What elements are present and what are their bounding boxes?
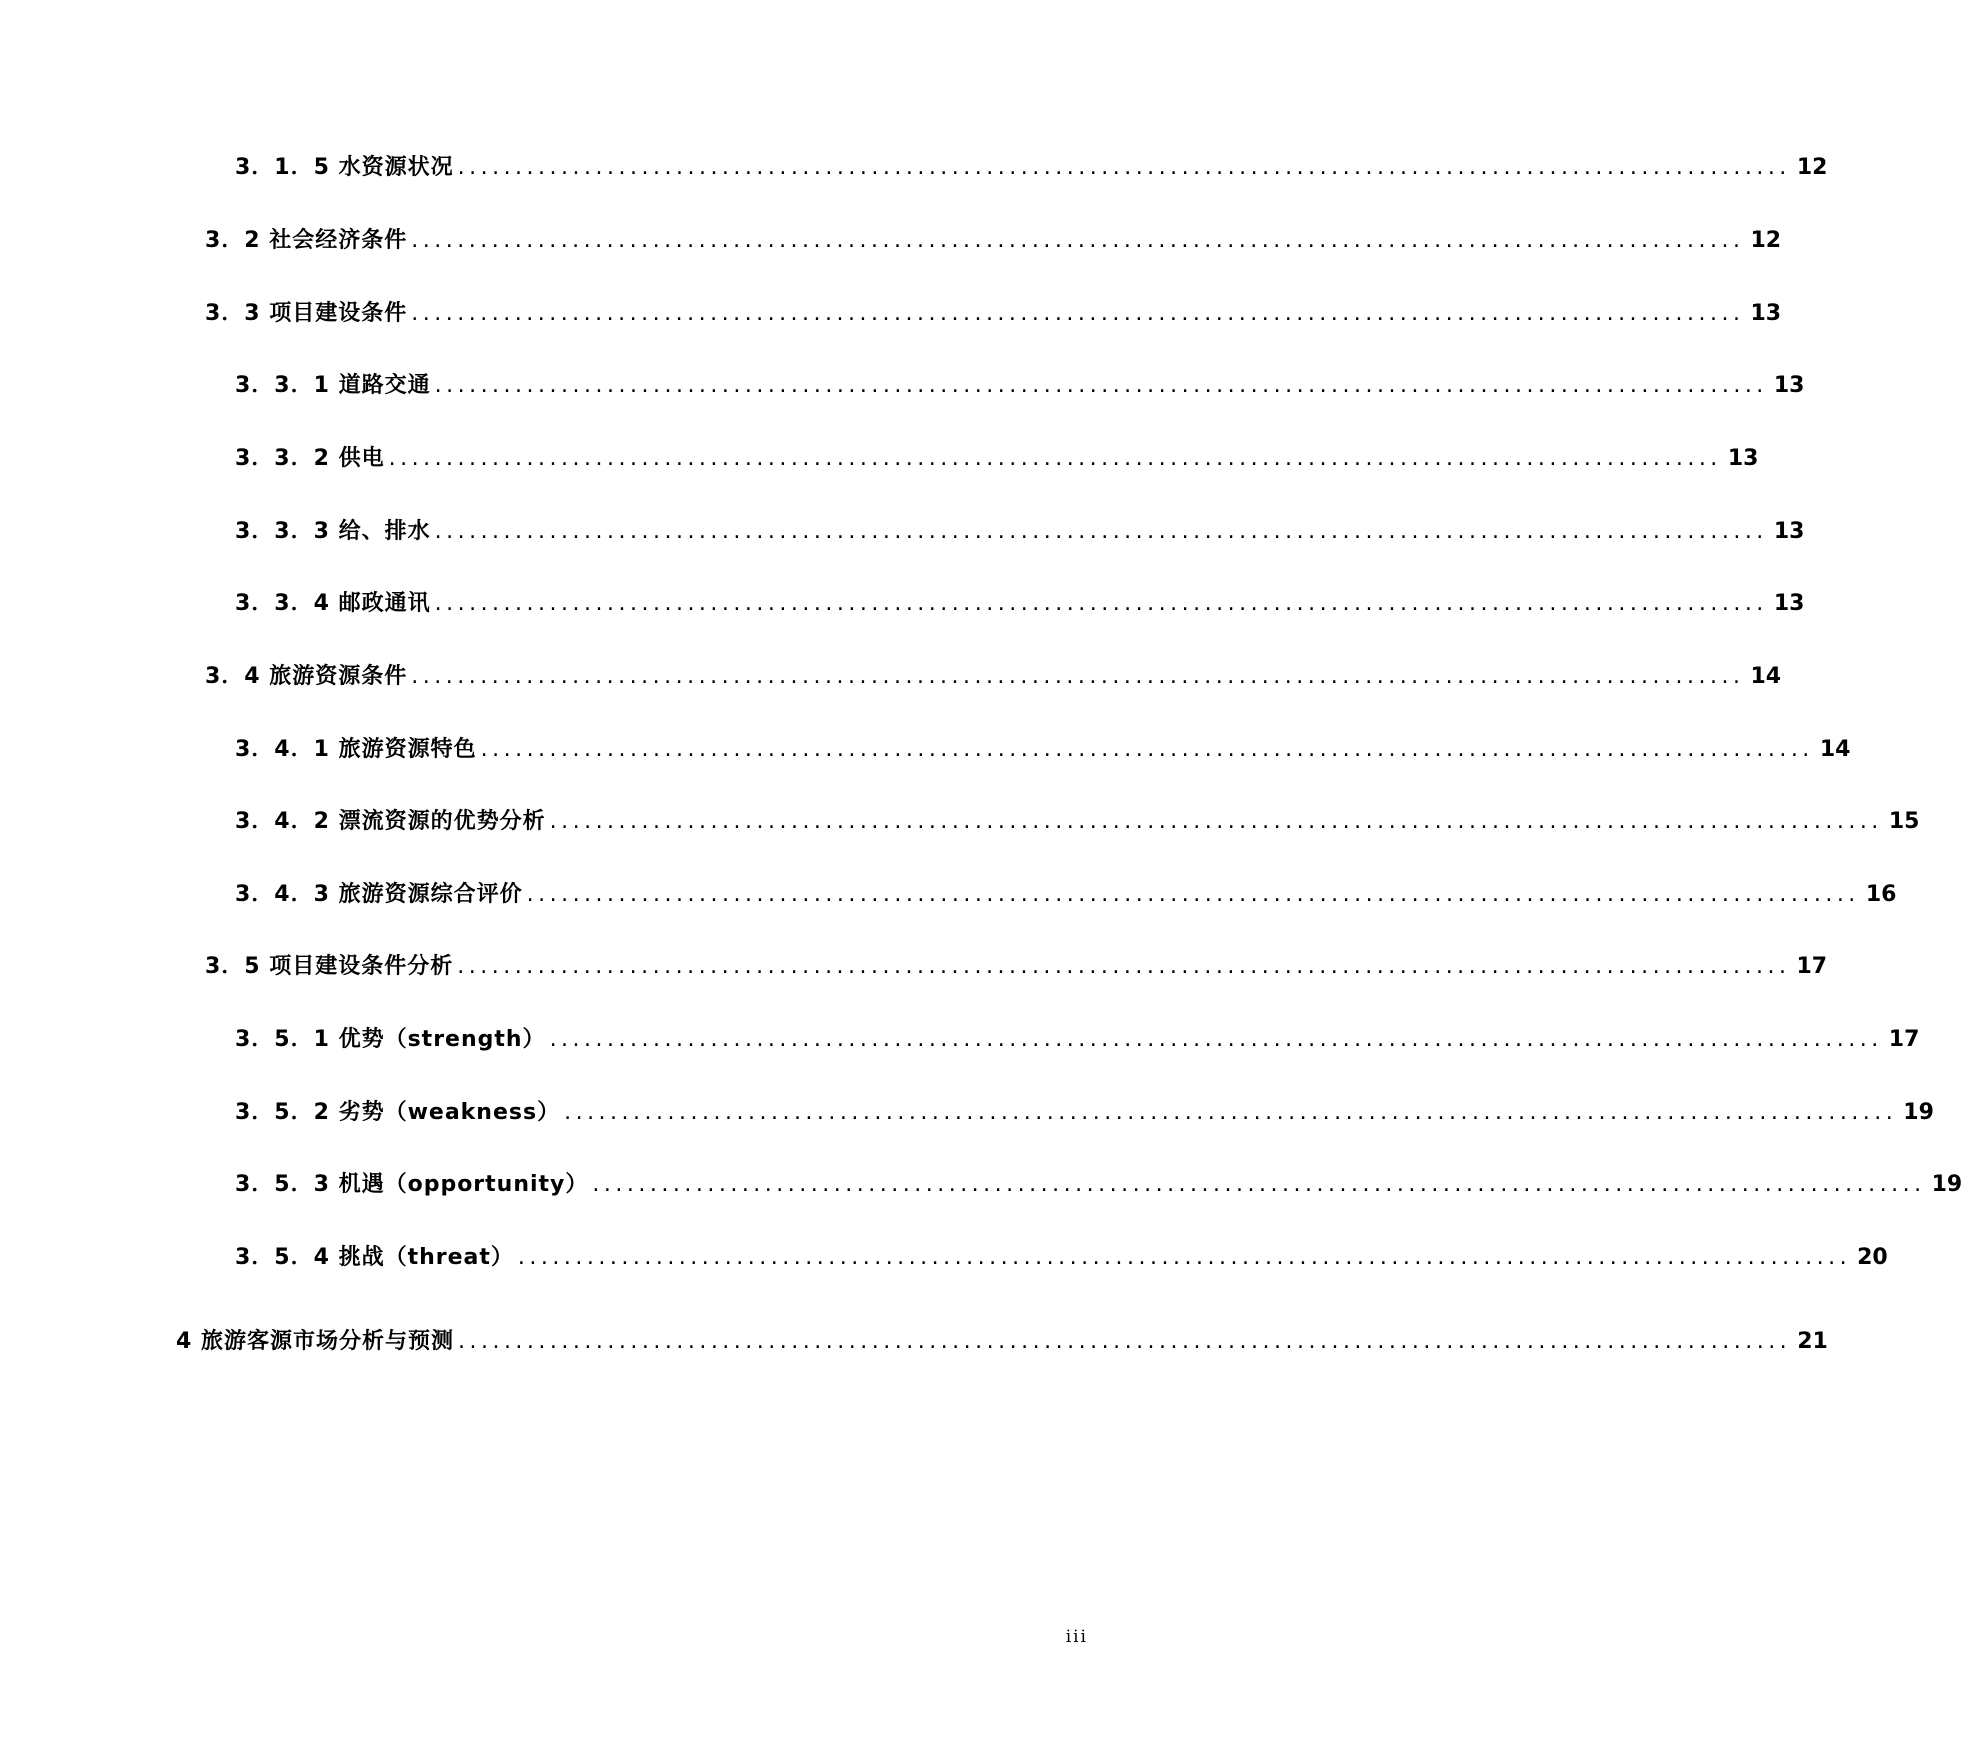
toc-entry-title: 3．4．2 漂流资源的优势分析 <box>235 809 546 834</box>
toc-entry-page: 12 <box>1750 228 1782 253</box>
toc-entry-title: 3．5．2 劣势（weakness） <box>235 1100 561 1125</box>
toc-leader-dots: .................................................................................................................... <box>564 1100 1898 1125</box>
toc-entry-title: 3．5 项目建设条件分析 <box>205 954 454 979</box>
toc-entry-3-1-5[interactable] <box>235 151 1828 185</box>
toc-entry-title: 4 旅游客源市场分析与预测 <box>176 1329 454 1354</box>
toc-entry-title: 3．5．1 优势（strength） <box>235 1027 546 1052</box>
toc-entry-3-3-2[interactable] <box>235 442 1759 476</box>
toc-entry-3-3[interactable] <box>205 297 1782 331</box>
toc-leader-dots: .................................................................................................................... <box>592 1172 1926 1197</box>
toc-entry-page: 13 <box>1773 519 1805 544</box>
toc-entry-page: 17 <box>1796 954 1828 979</box>
toc-entry-page: 21 <box>1797 1329 1828 1354</box>
toc-entry-page: 20 <box>1857 1245 1888 1270</box>
toc-entry-3-4-1[interactable] <box>235 733 1851 767</box>
toc-entry-page: 12 <box>1796 155 1828 180</box>
toc-entry-page: 15 <box>1888 809 1920 834</box>
toc-entry-page: 19 <box>1931 1172 1962 1197</box>
toc-entry-title: 3．3．2 供电 <box>235 446 385 471</box>
toc-entry-page: 13 <box>1727 446 1759 471</box>
toc-leader-dots: .................................................................................................................... <box>411 301 1745 326</box>
toc-leader-dots: .................................................................................................................... <box>457 954 1791 979</box>
toc-entry-3-5-4[interactable] <box>235 1241 1888 1275</box>
toc-entry-title: 3．3．3 给、排水 <box>235 519 431 544</box>
toc-leader-dots: .................................................................................................................... <box>457 155 1791 180</box>
toc-entry-3-4[interactable] <box>205 660 1782 694</box>
toc-leader-dots: .................................................................................................................... <box>434 519 1768 544</box>
toc-entry-3-4-2[interactable] <box>235 805 1920 839</box>
toc-leader-dots: .................................................................................................................... <box>411 228 1745 253</box>
toc-leader-dots: .................................................................................................................... <box>388 446 1722 471</box>
toc-entry-title: 3．3．4 邮政通讯 <box>235 591 431 616</box>
toc-leader-dots: .................................................................................................................... <box>411 664 1745 689</box>
page-number: iii <box>1065 1627 1088 1647</box>
toc-entry-3-5-2[interactable] <box>235 1096 1934 1130</box>
toc-entry-title: 3．3 项目建设条件 <box>205 301 408 326</box>
toc-entry-page: 13 <box>1773 373 1805 398</box>
toc-entry-3-2[interactable] <box>205 224 1782 258</box>
toc-entry-title: 3．2 社会经济条件 <box>205 228 408 253</box>
toc-entry-3-4-3[interactable] <box>235 878 1897 912</box>
toc-entry-page: 13 <box>1773 591 1805 616</box>
toc-entry-title: 3．3．1 道路交通 <box>235 373 431 398</box>
toc-entry-3-5-3[interactable] <box>235 1168 1962 1202</box>
toc-entry-3-3-4[interactable] <box>235 587 1805 621</box>
toc-leader-dots: .................................................................................................................... <box>549 809 1883 834</box>
toc-entry-title: 3．4 旅游资源条件 <box>205 664 408 689</box>
toc-entry-3-3-3[interactable] <box>235 515 1805 549</box>
toc-entry-3-3-1[interactable] <box>235 369 1805 403</box>
toc-entry-title: 3．5．3 机遇（opportunity） <box>235 1172 589 1197</box>
toc-entry-3-5[interactable] <box>205 950 1828 984</box>
toc-entry-title: 3．4．1 旅游资源特色 <box>235 737 477 762</box>
toc-leader-dots: .................................................................................................................... <box>526 882 1860 907</box>
toc-leader-dots: .................................................................................................................... <box>517 1245 1852 1270</box>
toc-entry-page: 17 <box>1888 1027 1920 1052</box>
toc-entry-page: 14 <box>1819 737 1851 762</box>
toc-entry-page: 14 <box>1750 664 1782 689</box>
toc-leader-dots: .................................................................................................................... <box>480 737 1814 762</box>
toc-entry-title: 3．1．5 水资源状况 <box>235 155 454 180</box>
toc-entry-3-5-1[interactable] <box>235 1023 1920 1057</box>
toc-entry-4[interactable] <box>176 1325 1828 1359</box>
toc-entry-title: 3．4．3 旅游资源综合评价 <box>235 882 523 907</box>
toc-leader-dots: .................................................................................................................... <box>434 591 1768 616</box>
toc-leader-dots: .................................................................................................................... <box>434 373 1768 398</box>
toc-leader-dots: .................................................................................................................... <box>549 1027 1883 1052</box>
toc-entry-page: 16 <box>1865 882 1897 907</box>
toc-entry-page: 13 <box>1750 301 1782 326</box>
toc-entry-page: 19 <box>1903 1100 1934 1125</box>
toc-leader-dots: .................................................................................................................... <box>457 1329 1792 1354</box>
toc-entry-title: 3．5．4 挑战（threat） <box>235 1245 514 1270</box>
